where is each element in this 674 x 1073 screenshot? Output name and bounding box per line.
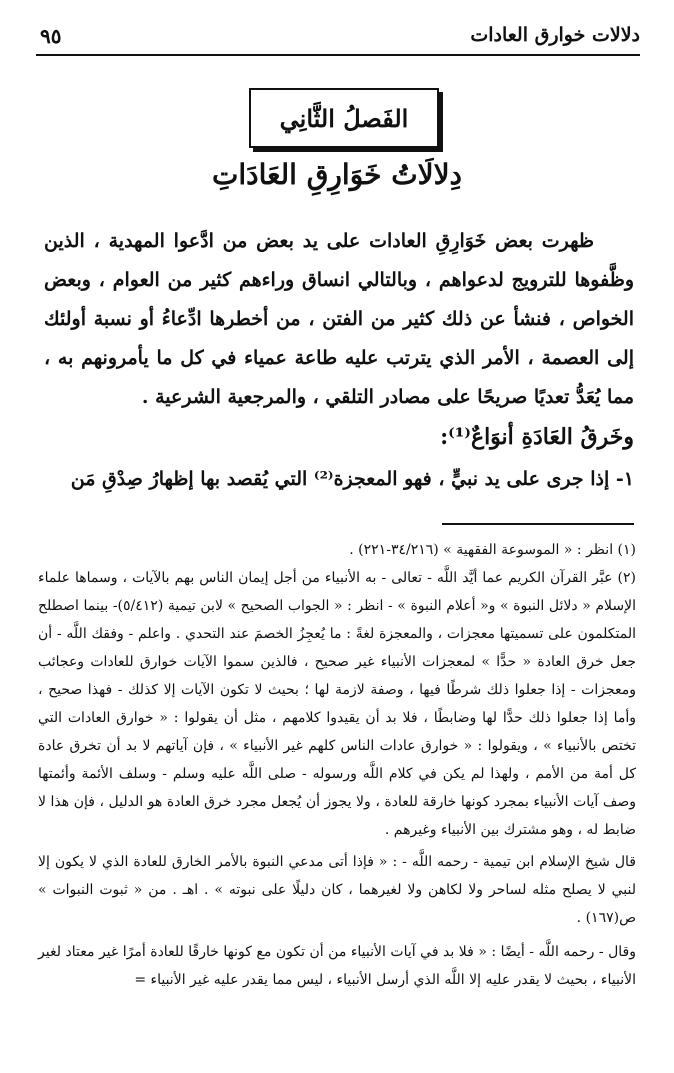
chapter-label-box	[249, 88, 439, 148]
page-header	[36, 20, 640, 56]
main-text	[44, 222, 634, 417]
running-title: دلالات خوارق العادات	[470, 24, 640, 46]
chapter-label: الفَصلُ الثَّانِي	[279, 103, 409, 133]
footnote-separator	[442, 523, 634, 525]
footnote-1: (١) انظر : « الموسوعة الفقهية » (٣٤/٢١٦-٢٢١) .	[349, 542, 636, 558]
chapter-title: دِلالَاتُ خَوَارِقِ العَادَاتِ	[211, 158, 463, 191]
intro-paragraph: ظهرت بعض خَوَارِقِ العادات على يد بعض من ادَّعوا المهدية ، الذين وظَّفوها للترويج لدعواهم ، وبالتالي انساق وراءهم كثير من العوام ، وبعض الخواص ، فنشأ عن ذلك كثير من الفتن ، من أخطرها ادِّعاءُ أو نسبة أولئك إلى العصمة ، الأمر الذي يترتب عليه طاعة عمياء في كل ما يأمرونهم به ، مما يُعَدُّ تعديًا صريحًا على مصادر التلقي ، والمرجعية الشرعية .	[44, 230, 634, 408]
footnotes	[38, 536, 636, 994]
section-subheading: وخَرقُ العَادَةِ أنوَاعٌ⁽¹⁾:	[440, 424, 634, 450]
footnote-2-quote-1: قال شيخ الإسلام ابن تيمية - رحمه اللَّه - : « فإذا أتى مدعي النبوة بالأمر الخارق للعادة الذي لا يكون إلا لنبي لا يصلح مثله لساحر ولا لكاهن ولا لغيرهما ، كان دليلًا على نبوته » . اهـ . من « ثبوت النبوات » ص(١٦٧) .	[38, 854, 636, 926]
footnote-2-quote-2: وقال - رحمه اللَّه - أيضًا : « فلا بد في آيات الأنبياء من أن تكون مع كونها خارقًا للعادة أمرًا غير معتاد لغير الأنبياء ، بحيث لا يقدر عليه إلا اللَّه الذي أرسل الأنبياء ، ليس مما يقدر عليه غير الأنبياء =	[38, 944, 636, 988]
page-number: ٩٥	[40, 24, 62, 48]
numbered-point-1: ١- إذا جرى على يد نبيٍّ ، فهو المعجزة⁽²⁾ التي يُقصد بها إظهارُ صِدْقِ مَن	[70, 468, 634, 490]
footnote-2: (٢) عبَّر القرآن الكريم عما أيَّد اللَّه - تعالى - به الأنبياء من أجل إيمان الناس بهم بالآيات ، وسماها علماء الإسلام « دلائل النبوة » و« أعلام النبوة » - انظر : « الجواب الصحيح » لابن تيمية (٥/٤١٢)- بينما اصطلح المتكلمون على تسميتها معجزات ، والمعجزة لغةً : ما يُعجِزُ الخصمَ عند التحدي . واعلم - وفقك اللَّه - أن جعل خرق العادة « حدًّا » لمعجزات الأنبياء غير صحيح ، فالذين سموا الآيات خوارق للعادات وعجائب ومعجزات - إذا جعلوا ذلك شرطًا فيها ، وصفة لازمة لها ؛ بحيث لا تكون الآيات إلا كذلك - فهذا صحيح ، وأما إذا جعلوا ذلك حدًّا لها وضابطًا ، فلا بد أن يقيدوا كلامهم ، مثل أن يقولوا : « خوارق العادات التي تختص بالأنبياء » ، ويقولوا : « خوارق عادات الناس كلهم غير الأنبياء » ، فإن آياتهم لا بد أن تخرق عادة كل أمة من الأمم ، ولهذا لم يكن في كلام اللَّه ورسوله - صلى اللَّه عليه وسلم - وسلف الأئمة وأئمتها وصف آيات الأنبياء بمجرد كونها خارقة للعادة ، ولا يجوز أن يُجعل مجرد خرق العادة هو الدليل ، فإن هذا لا ضابط له ، وهو مشترك بين الأنبياء وغيرهم .	[38, 570, 637, 838]
